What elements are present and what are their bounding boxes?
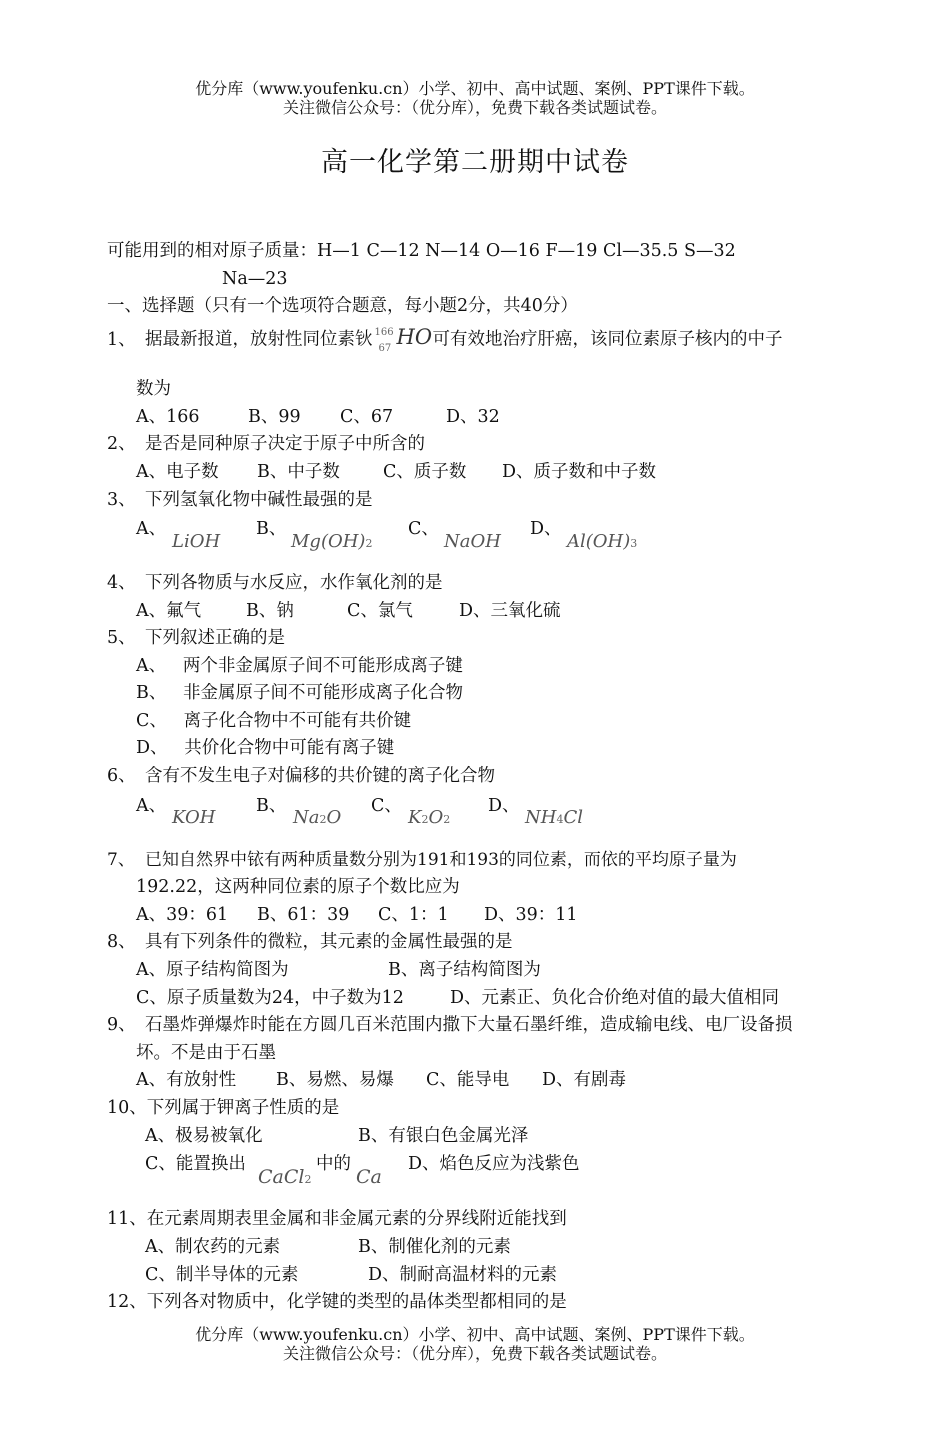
option-c-formula: K2O2 [408,807,451,828]
option-d: D、39：11 [484,905,578,925]
option-d: D、三氧化硫 [459,601,561,621]
question-3 [107,489,373,511]
option-b: B、61：39 [257,905,350,925]
question-number: 8、 [107,932,136,952]
option-a: A、原子结构简图为 [136,960,289,980]
option-b-label: B、 [256,796,287,816]
question-2 [107,433,425,455]
option-c: C、 离子化合物中不可能有共价键 [136,711,412,731]
footer-line-2: 关注微信公众号：（优分库），免费下载各类试题试卷。 [282,1344,667,1363]
question-text: 石墨炸弹爆炸时能在方圆几百米范围内撒下大量石墨纤维，造成输电线、电厂设备损 [145,1015,793,1035]
option-a-formula: KOH [172,807,216,828]
option-c-formula-1: CaCl2 [258,1166,312,1188]
question-4-options [136,600,561,622]
option-c: C、能导电 [426,1070,510,1090]
question-text: 是否是同种原子决定于原子中所含的 [145,434,425,454]
option-c-cont: 中的 [316,1154,351,1174]
option-d: D、元素正、负化合价绝对值的最大值相同 [450,988,780,1008]
option-a: A、166 [136,407,200,427]
question-number: 10、 [107,1098,147,1118]
option-a-label: A、 [136,796,167,816]
option-d: D、制耐高温材料的元素 [368,1265,558,1285]
question-2-options [136,461,656,483]
question-7-options [136,904,578,926]
header-line-2: 关注微信公众号：（优分库），免费下载各类试题试卷。 [282,98,667,117]
element-symbol: HO [396,325,433,349]
option-b-formula: Mg(OH)2 [291,531,373,552]
section-heading: 一、选择题（只有一个选项符合题意，每小题2分，共40分） [107,296,578,316]
mass-number: 166 [374,327,394,338]
question-text: 下列氢氧化物中碱性最强的是 [145,490,373,510]
page-title: 高一化学第二册期中试卷 [321,147,629,178]
question-text-cont: 可有效地治疗肝癌，该同位素原子核内的中子 [432,329,783,350]
option-a: A、制农药的元素 [145,1237,281,1257]
question-9-cont: 坏。不是由于石墨 [136,1043,276,1063]
option-c: C、质子数 [383,462,467,482]
option-d-label: D、 [488,796,520,816]
option-b: B、易燃、易爆 [276,1070,394,1090]
question-text: 已知自然界中铱有两种质量数分别为191和193的同位素，而依的平均原子量为 [145,850,737,870]
option-c: C、制半导体的元素 [145,1265,299,1285]
question-number: 6、 [107,766,136,786]
option-b-formula: Na2O [293,807,342,828]
question-text: 下列各物质与水反应，水作氧化剂的是 [145,573,443,593]
option-b: B、 非金属原子间不可能形成离子化合物 [136,683,464,703]
question-text: 下列属于钾离子性质的是 [146,1098,340,1118]
question-number: 1、 [107,329,136,350]
question-11 [107,1208,567,1230]
option-a: A、 两个非金属原子间不可能形成离子键 [136,656,463,676]
atomic-number: 67 [378,343,392,354]
option-b: B、中子数 [257,462,340,482]
question-6 [107,765,495,787]
option-a: A、39：61 [136,905,229,925]
option-b: B、离子结构简图为 [388,960,541,980]
option-d: D、有剧毒 [542,1070,627,1090]
question-number: 11、 [107,1209,147,1229]
question-number: 12、 [107,1292,147,1312]
option-c-label: C、 [408,519,439,539]
option-c: C、能置换出 [145,1154,246,1174]
question-12 [107,1291,567,1313]
header-line-1: 优分库（www.youfenku.cn）小学、初中、高中试题、案例、PPT课件下载。 [195,79,755,98]
question-1 [107,326,783,354]
option-a-label: A、 [136,519,167,539]
question-number: 4、 [107,573,136,593]
question-9-options [136,1069,626,1091]
question-5 [107,627,285,649]
question-number: 5、 [107,628,136,648]
option-b: B、钠 [246,601,294,621]
option-a: A、电子数 [136,462,219,482]
atomic-masses-2: Na—23 [222,269,288,289]
question-10 [107,1097,339,1119]
question-7-cont: 192.22，这两种同位素的原子个数比应为 [136,877,460,897]
option-a-formula: LiOH [172,531,221,552]
question-1-options [136,406,500,428]
atomic-masses: 可能用到的相对原子质量：H—1 C—12 N—14 O—16 F—19 Cl—35.5 S—32 [107,241,736,261]
option-d-label: D、 [530,519,562,539]
option-d: D、32 [446,407,500,427]
option-a: A、极易被氧化 [145,1126,263,1146]
option-d: D、 共价化合物中可能有离子键 [136,738,395,758]
question-number: 3、 [107,490,136,510]
option-d: D、质子数和中子数 [502,462,657,482]
question-text: 据最新报道，放射性同位素钬 [145,329,373,350]
question-number: 2、 [107,434,136,454]
question-number: 7、 [107,850,135,870]
question-7 [107,849,737,871]
question-number: 9、 [107,1015,136,1035]
option-c-formula: NaOH [444,531,501,552]
option-c: C、氯气 [347,601,413,621]
option-d-formula: NH4Cl [525,807,583,828]
question-text: 具有下列条件的微粒，其元素的金属性最强的是 [145,932,513,952]
option-b-label: B、 [256,519,287,539]
question-text: 下列各对物质中，化学键的类型的晶体类型都相同的是 [146,1292,567,1312]
option-c-label: C、 [371,796,402,816]
option-c-formula-2: Ca [356,1166,382,1188]
option-c: C、1：1 [378,905,449,925]
question-1-cont: 数为 [136,379,171,399]
question-9 [107,1014,793,1036]
option-d: D、焰色反应为浅紫色 [408,1154,580,1174]
option-b: B、有银白色金属光泽 [358,1126,529,1146]
option-d-formula: Al(OH)3 [567,531,638,552]
option-b: B、制催化剂的元素 [358,1237,511,1257]
isotope-notation [373,326,433,354]
option-c: C、原子质量数为24，中子数为12 [136,988,404,1008]
question-8 [107,931,513,953]
question-text: 在元素周期表里金属和非金属元素的分界线附近能找到 [146,1209,567,1229]
footer-line-1: 优分库（www.youfenku.cn）小学、初中、高中试题、案例、PPT课件下载。 [195,1325,755,1344]
question-text: 下列叙述正确的是 [145,628,285,648]
option-a: A、氟气 [136,601,202,621]
option-b: B、99 [248,407,301,427]
option-a: A、有放射性 [136,1070,237,1090]
question-text: 含有不发生电子对偏移的共价键的离子化合物 [145,766,495,786]
question-4 [107,572,443,594]
option-c: C、67 [340,407,394,427]
